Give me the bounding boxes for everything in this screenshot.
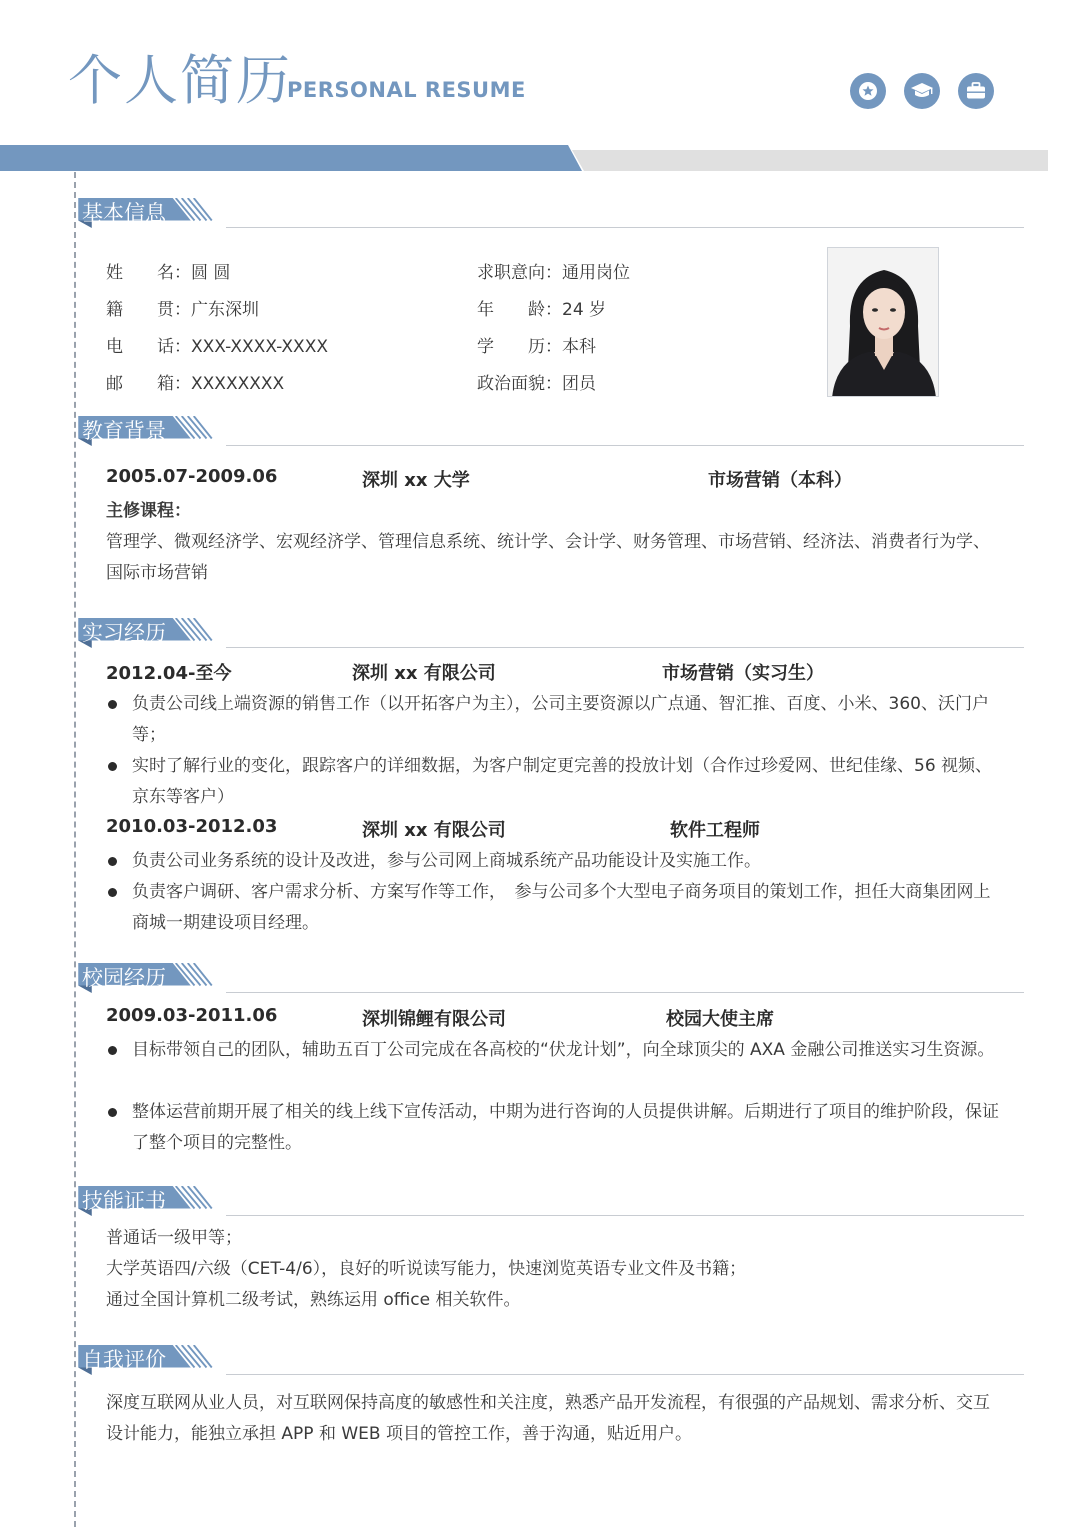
job-company: 深圳 xx 有限公司: [352, 663, 496, 684]
section-title: 基本信息: [82, 201, 166, 225]
info-phone: 电 话：XXX-XXXX-XXXX: [106, 337, 328, 357]
campus-point: 目标带领自己的团队，辅助五百丁公司完成在各高校的“伏龙计划”，向全球顶尖的 AXA 金融公司推送实习生资源。: [106, 1035, 1006, 1066]
skill-line: 大学英语四/六级（CET-4/6），良好的听说读写能力，快速浏览英语专业文件及书籍；: [106, 1259, 747, 1279]
section-education: [56, 416, 1024, 456]
timeline-line: [74, 172, 76, 1527]
job-row: [106, 659, 1006, 691]
skill-line: 普通话一级甲等；: [106, 1228, 242, 1248]
campus-row: [106, 1005, 1006, 1037]
info-age: 年 龄：24 岁: [477, 300, 607, 320]
campus-period: 2009.03-2011.06: [106, 1005, 278, 1026]
job-period: 2010.03-2012.03: [106, 816, 278, 837]
resume-title-en: PERSONAL RESUME: [287, 78, 526, 102]
section-title: 实习经历: [82, 621, 166, 645]
profile-photo: [827, 247, 939, 397]
courses-label: 主修课程：: [106, 501, 191, 521]
skill-line: 通过全国计算机二级考试，熟练运用 office 相关软件。: [106, 1290, 521, 1310]
graduation-cap-icon: [904, 73, 940, 109]
job-row: [106, 816, 1006, 848]
education-major: 市场营销（本科）: [708, 470, 852, 491]
education-period: 2005.07-2009.06: [106, 466, 278, 487]
header-icons: [850, 73, 994, 109]
job-point: 实时了解行业的变化，跟踪客户的详细数据，为客户制定更完善的投放计划（合作过珍爱网、世纪佳缘、56 视频、京东等客户）: [106, 751, 1006, 813]
education-row: [106, 466, 1006, 498]
info-degree: 学 历：本科: [477, 337, 596, 357]
section-campus: [56, 963, 1024, 1003]
job-period: 2012.04-至今: [106, 663, 232, 684]
education-school: 深圳 xx 大学: [362, 470, 470, 491]
job-point: 负责公司业务系统的设计及改进，参与公司网上商城系统产品功能设计及实施工作。: [106, 846, 1006, 877]
job-point: 负责客户调研、客户需求分析、方案写作等工作， 参与公司多个大型电子商务项目的策划工作，担任大商集团网上商城一期建设项目经理。: [106, 877, 1006, 939]
campus-role: 校园大使主席: [666, 1009, 774, 1030]
job-company: 深圳 xx 有限公司: [362, 820, 506, 841]
section-title: 技能证书: [82, 1189, 166, 1213]
section-internship: [56, 618, 1024, 658]
header-band: [0, 145, 1048, 171]
briefcase-icon: [958, 73, 994, 109]
job-role: 市场营销（实习生）: [662, 663, 824, 684]
section-basic-info: [56, 198, 1024, 238]
info-email: 邮 箱：XXXXXXXX: [106, 374, 285, 394]
info-name: 姓 名：圆 圆: [106, 263, 231, 283]
job-point: 负责公司线上端资源的销售工作（以开拓客户为主），公司主要资源以广点通、智汇推、百度、小米、360、沃门户等；: [106, 689, 1006, 751]
resume-title-cn: 个人简历: [68, 49, 292, 112]
info-political: 政治面貌：团员: [477, 374, 596, 394]
section-skills: [56, 1186, 1024, 1226]
section-title: 教育背景: [82, 419, 166, 443]
section-title: 校园经历: [82, 966, 166, 990]
info-origin: 籍 贯：广东深圳: [106, 300, 259, 320]
campus-point: 整体运营前期开展了相关的线上线下宣传活动，中期为进行咨询的人员提供讲解。后期进行了项目的维护阶段，保证了整个项目的完整性。: [106, 1097, 1006, 1159]
section-title: 自我评价: [82, 1348, 166, 1372]
self-eval-text: 深度互联网从业人员，对互联网保持高度的敏感性和关注度，熟悉产品开发流程，有很强的产品规划、需求分析、交互设计能力，能独立承担 APP 和 WEB 项目的管控工作，善于沟通，贴近用户。: [106, 1393, 990, 1444]
section-self-eval: [56, 1345, 1024, 1385]
star-icon: [850, 73, 886, 109]
info-intent: 求职意向：通用岗位: [477, 263, 630, 283]
job-role: 软件工程师: [670, 820, 760, 841]
campus-org: 深圳锦鲤有限公司: [362, 1009, 506, 1030]
courses-text: 管理学、微观经济学、宏观经济学、管理信息系统、统计学、会计学、财务管理、市场营销、经济法、消费者行为学、国际市场营销: [106, 532, 990, 583]
